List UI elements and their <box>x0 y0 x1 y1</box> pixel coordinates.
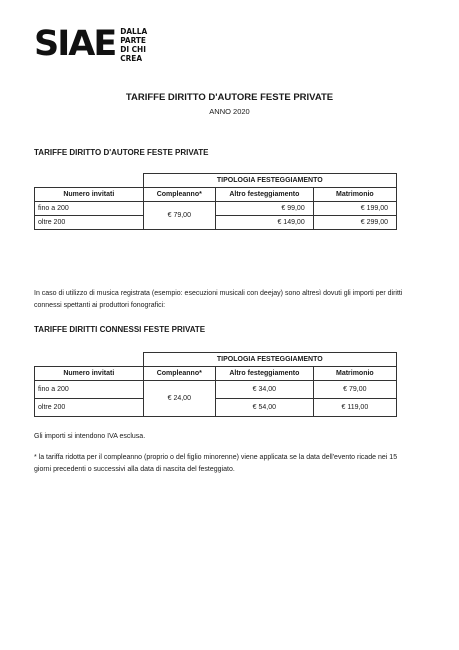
logo-tagline <box>120 27 147 63</box>
table-row <box>35 399 397 417</box>
vat-note: Gli importi si intendono IVA esclusa. <box>34 433 146 440</box>
group-header: TIPOLOGIA FESTEGGIAMENTO <box>143 174 396 188</box>
col-header: Altro festeggiamento <box>215 367 313 381</box>
table-header-row <box>35 188 397 202</box>
cell-invitati: oltre 200 <box>35 216 144 230</box>
document-title: TARIFFE DIRITTO D'AUTORE FESTE PRIVATE <box>125 92 334 103</box>
table-group-header-row <box>35 353 397 367</box>
cell-invitati: fino a 200 <box>35 202 144 216</box>
cell-matrimonio: € 119,00 <box>313 399 396 417</box>
logo-tagline-line: DI CHI <box>120 44 146 54</box>
document-year: ANNO 2020 <box>209 107 250 116</box>
col-header: Numero invitati <box>35 188 144 202</box>
table-row <box>35 216 397 230</box>
cell-invitati: fino a 200 <box>35 381 144 399</box>
siae-logo <box>34 24 147 64</box>
col-header: Matrimonio <box>313 367 396 381</box>
cell-altro: € 54,00 <box>215 399 313 417</box>
col-header: Altro festeggiamento <box>215 188 313 202</box>
col-header: Compleanno* <box>143 188 215 202</box>
cell-altro: € 149,00 <box>215 216 313 230</box>
neighboring-rights-tariff-table <box>34 352 397 417</box>
cell-altro: € 99,00 <box>215 202 313 216</box>
logo-tagline-line: PARTE <box>120 35 146 45</box>
table-group-header-row <box>35 174 397 188</box>
birthday-footnote: * la tariffa ridotta per il compleanno (proprio o del figlio minorenne) viene applicata se la data dell'evento ricade nei 15 giorni precedenti o successivi alla data di nascita del festeggiato. <box>34 454 398 473</box>
cell-matrimonio: € 299,00 <box>313 216 396 230</box>
cell-matrimonio: € 79,00 <box>313 381 396 399</box>
col-header: Compleanno* <box>143 367 215 381</box>
logo-tagline-line: DALLA <box>120 26 148 36</box>
table-row <box>35 202 397 216</box>
logo-mark: SIAE <box>34 24 116 64</box>
col-header: Numero invitati <box>35 367 144 381</box>
col-header: Matrimonio <box>313 188 396 202</box>
group-header: TIPOLOGIA FESTEGGIAMENTO <box>143 353 396 367</box>
copyright-tariff-table <box>34 173 397 230</box>
cell-invitati: oltre 200 <box>35 399 144 417</box>
logo-tagline-line: CREA <box>120 53 143 63</box>
cell-compleanno: € 24,00 <box>143 381 215 417</box>
cell-altro: € 34,00 <box>215 381 313 399</box>
cell-matrimonio: € 199,00 <box>313 202 396 216</box>
cell-compleanno: € 79,00 <box>143 202 215 230</box>
table-header-row <box>35 367 397 381</box>
section-title-neighboring-rights: TARIFFE DIRITTI CONNESSI FESTE PRIVATE <box>34 325 206 334</box>
section-title-copyright: TARIFFE DIRITTO D'AUTORE FESTE PRIVATE <box>34 148 209 157</box>
table-row <box>35 381 397 399</box>
registered-music-paragraph: In caso di utilizzo di musica registrata (esempio: esecuzioni musicali con deejay) sono altresì dovuti gli importi per diritti connessi spettanti ai produttori fonografici: <box>34 290 403 309</box>
